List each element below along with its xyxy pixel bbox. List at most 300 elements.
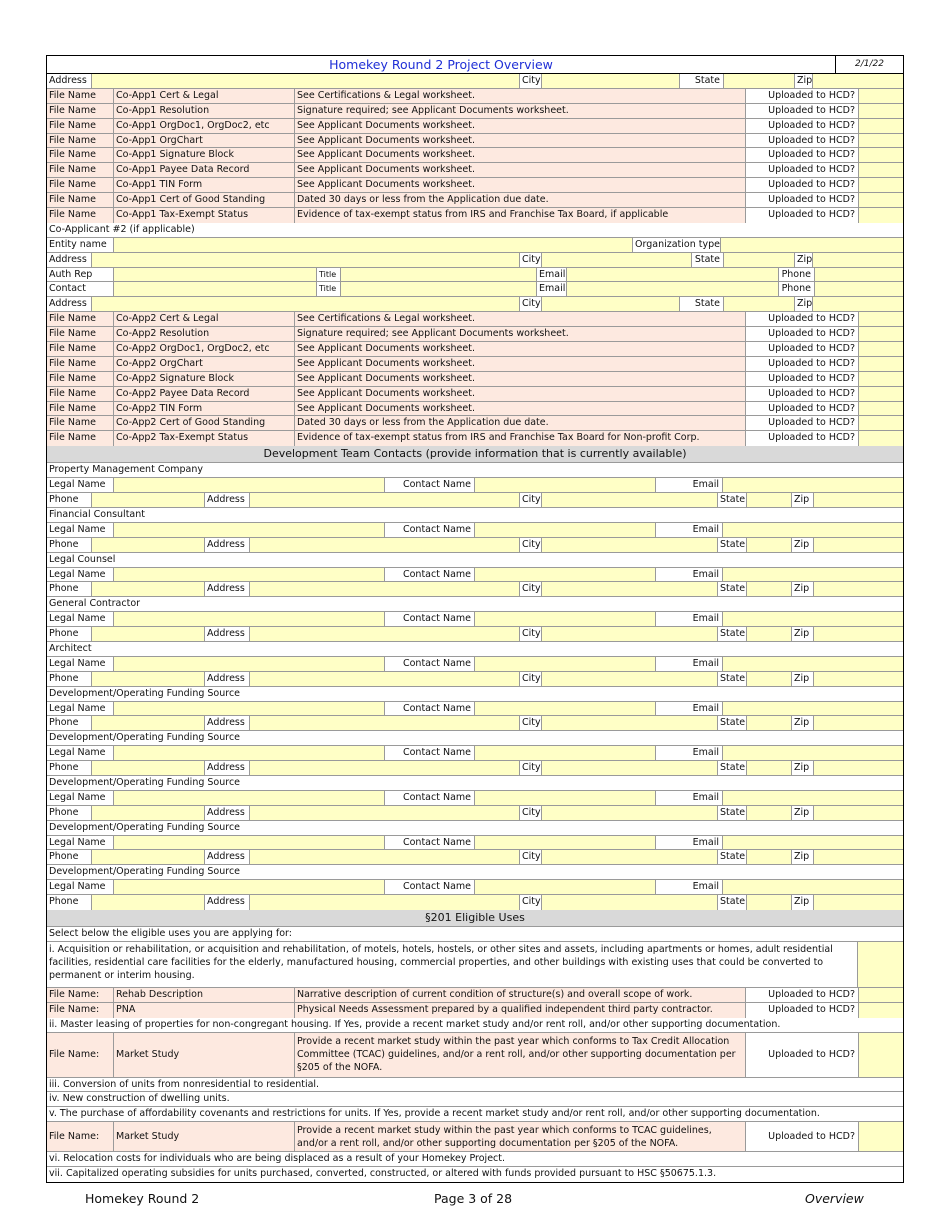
uploaded-checkbox[interactable] <box>859 148 903 162</box>
contact-name-label: Contact Name <box>385 791 475 805</box>
eligible-use-v-file-row <box>47 1122 903 1152</box>
zip-input[interactable] <box>814 716 903 730</box>
uploaded-checkbox[interactable] <box>859 104 903 118</box>
state-input[interactable] <box>747 850 792 864</box>
eligible-use-i-checkbox[interactable] <box>858 942 903 987</box>
uploaded-checkbox[interactable] <box>859 163 903 177</box>
zip-label: Zip <box>797 253 813 265</box>
legal-name-row <box>47 612 903 627</box>
address-input[interactable] <box>250 850 520 864</box>
phone-label: Phone <box>47 538 92 552</box>
state-input[interactable] <box>724 297 795 311</box>
file-description: See Certifications & Legal worksheet. <box>295 89 746 103</box>
uploaded-label: Uploaded to HCD? <box>746 431 859 446</box>
contact-name-input[interactable] <box>475 657 656 671</box>
phone-address-row <box>47 716 903 731</box>
footer-left: Homekey Round 2 <box>85 1191 200 1206</box>
address-input[interactable] <box>92 74 520 88</box>
legal-name-input[interactable] <box>114 568 385 582</box>
zip-input[interactable] <box>813 297 903 311</box>
uploaded-label: Uploaded to HCD? <box>746 104 859 118</box>
file-description: Dated 30 days or less from the Application due date. <box>295 416 746 430</box>
email-input[interactable] <box>567 282 779 296</box>
city-input[interactable] <box>542 582 718 596</box>
eligible-uses-heading: §201 Eligible Uses <box>47 910 903 927</box>
uploaded-label: Uploaded to HCD? <box>746 134 859 148</box>
file-description: See Applicant Documents worksheet. <box>295 134 746 148</box>
uploaded-label: Uploaded to HCD? <box>746 1003 859 1018</box>
address-label: Address <box>47 297 92 311</box>
email-label: Email <box>656 791 723 805</box>
phone-input[interactable] <box>92 895 205 910</box>
address-label: Address <box>205 850 250 864</box>
state-input[interactable] <box>724 74 795 88</box>
zip-input[interactable] <box>814 672 903 686</box>
auth-rep-input[interactable] <box>114 268 317 282</box>
auth-rep-label: Auth Rep <box>47 268 114 282</box>
email-input[interactable] <box>723 836 903 850</box>
file-name-label: File Name <box>47 104 114 118</box>
contact-name-label: Contact Name <box>385 746 475 760</box>
address-input[interactable] <box>92 297 520 311</box>
legal-name-row <box>47 746 903 761</box>
state-label: State <box>720 851 746 863</box>
uploaded-checkbox[interactable] <box>859 387 903 401</box>
zip-input[interactable] <box>814 850 903 864</box>
zip-label: Zip <box>792 895 814 910</box>
zip-label: Zip <box>797 298 813 310</box>
file-description: Narrative description of current condition of structure(s) and overall scope of work. <box>295 988 746 1002</box>
address-label: Address <box>205 806 250 820</box>
dev-team-role-heading: Development/Operating Funding Source <box>47 731 903 746</box>
zip-input[interactable] <box>814 627 903 641</box>
zip-input[interactable] <box>814 895 903 910</box>
file-name-label: File Name <box>47 372 114 386</box>
file-name-value: Co-App1 Signature Block <box>114 148 295 162</box>
address-label: Address <box>205 627 250 641</box>
legal-name-row <box>47 478 903 493</box>
uploaded-checkbox[interactable] <box>859 342 903 356</box>
eligible-uses-intro: Select below the eligible uses you are applying for: <box>47 927 903 942</box>
zip-label: Zip <box>792 582 814 596</box>
entity-name-row <box>47 238 903 253</box>
zip-label: Zip <box>792 493 814 507</box>
state-label: State <box>680 74 724 88</box>
contact-name-label: Contact Name <box>385 836 475 850</box>
file-row <box>47 163 903 178</box>
city-input[interactable] <box>542 761 718 775</box>
email-input[interactable] <box>723 791 903 805</box>
phone-label: Phone <box>47 716 92 730</box>
city-label: City <box>522 298 541 310</box>
file-name-label: File Name: <box>47 1003 114 1018</box>
phone-label: Phone <box>779 268 815 282</box>
uploaded-label: Uploaded to HCD? <box>746 119 859 133</box>
city-input[interactable] <box>542 538 718 552</box>
title-input[interactable] <box>341 282 537 296</box>
file-description: See Applicant Documents worksheet. <box>295 342 746 356</box>
zip-input[interactable] <box>813 253 903 267</box>
contact-name-label: Contact Name <box>385 612 475 626</box>
city-input[interactable] <box>542 716 718 730</box>
zip-input[interactable] <box>814 582 903 596</box>
eligible-use-ii: ii. Master leasing of properties for non-congregant housing. If Yes, provide a recent market study and/or rent roll, and/or other supporting documentation. <box>47 1018 903 1033</box>
uploaded-checkbox[interactable] <box>859 312 903 326</box>
phone-input[interactable] <box>92 672 205 686</box>
contact-name-input[interactable] <box>475 478 656 492</box>
address-label: Address <box>205 716 250 730</box>
contact-name-label: Contact Name <box>385 880 475 894</box>
contact-name-input[interactable] <box>475 702 656 716</box>
file-name-label: File Name <box>47 416 114 430</box>
org-type-input[interactable] <box>721 238 903 252</box>
city-input[interactable] <box>542 895 718 910</box>
legal-name-input[interactable] <box>114 746 385 760</box>
eligible-use-v: v. The purchase of affordability covenants and restrictions for units. If Yes, provide a recent market study and/or rent roll, and/or other supporting documentation. <box>47 1107 903 1122</box>
email-input[interactable] <box>723 478 903 492</box>
uploaded-checkbox[interactable] <box>859 372 903 386</box>
city-input[interactable] <box>542 493 718 507</box>
uploaded-label: Uploaded to HCD? <box>746 193 859 207</box>
uploaded-checkbox[interactable] <box>859 178 903 192</box>
city-label: City <box>522 75 541 86</box>
uploaded-checkbox[interactable] <box>859 119 903 133</box>
zip-label: Zip <box>792 806 814 820</box>
auth-rep-row <box>47 268 903 283</box>
file-name-value: Co-App2 Signature Block <box>114 372 295 386</box>
dev-team-role-heading: Development/Operating Funding Source <box>47 821 903 836</box>
phone-label: Phone <box>47 493 92 507</box>
legal-name-label: Legal Name <box>47 791 114 805</box>
state-input[interactable] <box>747 627 792 641</box>
file-name-label: File Name <box>47 431 114 446</box>
city-label: City <box>520 895 542 910</box>
file-name-label: File Name <box>47 357 114 371</box>
address-input[interactable] <box>250 716 520 730</box>
legal-name-input[interactable] <box>114 880 385 894</box>
file-name-value: Co-App1 Cert & Legal <box>114 89 295 103</box>
file-name-value: Co-App1 TIN Form <box>114 178 295 192</box>
eligible-use-iii: iii. Conversion of units from nonresidential to residential. <box>47 1078 903 1093</box>
state-input[interactable] <box>747 538 792 552</box>
revision-date: 2/1/22 <box>835 56 903 73</box>
file-name-label: File Name: <box>47 1122 114 1151</box>
uploaded-checkbox[interactable] <box>859 193 903 207</box>
city-label: City <box>522 806 541 818</box>
city-input[interactable] <box>542 806 718 820</box>
file-name-label: File Name <box>47 387 114 401</box>
city-label: City <box>522 717 541 729</box>
uploaded-label: Uploaded to HCD? <box>746 372 859 386</box>
phone-label: Phone <box>779 282 815 296</box>
uploaded-label: Uploaded to HCD? <box>746 402 859 416</box>
file-name-value: Co-App1 Tax-Exempt Status <box>114 208 295 223</box>
state-label: State <box>720 628 746 640</box>
legal-name-label: Legal Name <box>47 612 114 626</box>
email-input[interactable] <box>723 568 903 582</box>
address-input[interactable] <box>250 806 520 820</box>
city-input[interactable] <box>542 672 718 686</box>
title-input[interactable] <box>341 268 537 282</box>
state-input[interactable] <box>747 761 792 775</box>
address-input[interactable] <box>250 627 520 641</box>
contact-name-input[interactable] <box>475 612 656 626</box>
file-description: Evidence of tax-exempt status from IRS and Franchise Tax Board for Non-profit Corp. <box>295 431 746 446</box>
legal-name-row <box>47 836 903 851</box>
phone-address-row <box>47 761 903 776</box>
file-row <box>47 208 903 223</box>
email-input[interactable] <box>723 746 903 760</box>
org-type-label: Organization type <box>635 238 720 250</box>
city-input[interactable] <box>542 253 692 267</box>
legal-name-label: Legal Name <box>47 568 114 582</box>
phone-input[interactable] <box>92 850 205 864</box>
zip-label: Zip <box>792 672 814 686</box>
phone-address-row <box>47 806 903 821</box>
coapp2-address-row-2 <box>47 297 903 312</box>
address-label: Address <box>205 672 250 686</box>
contact-name-input[interactable] <box>475 568 656 582</box>
file-row <box>47 193 903 208</box>
zip-input[interactable] <box>814 761 903 775</box>
email-label: Email <box>656 880 723 894</box>
file-name-value: Co-App2 OrgDoc1, OrgDoc2, etc <box>114 342 295 356</box>
contact-name-label: Contact Name <box>385 568 475 582</box>
entity-name-input[interactable] <box>114 238 633 252</box>
state-input[interactable] <box>747 895 792 910</box>
contact-name-input[interactable] <box>475 746 656 760</box>
state-input[interactable] <box>747 672 792 686</box>
contact-name-input[interactable] <box>475 880 656 894</box>
dev-team-role-heading: Development/Operating Funding Source <box>47 687 903 702</box>
file-description: See Applicant Documents worksheet. <box>295 178 746 192</box>
dev-team-heading: Development Team Contacts (provide information that is currently available) <box>47 446 903 463</box>
sheet-header <box>47 56 903 74</box>
city-input[interactable] <box>542 627 718 641</box>
uploaded-label: Uploaded to HCD? <box>746 148 859 162</box>
zip-input[interactable] <box>814 493 903 507</box>
legal-name-label: Legal Name <box>47 702 114 716</box>
legal-name-row <box>47 568 903 583</box>
uploaded-label: Uploaded to HCD? <box>746 988 859 1002</box>
file-description: See Applicant Documents worksheet. <box>295 372 746 386</box>
address-label: Address <box>47 74 92 88</box>
email-input[interactable] <box>723 657 903 671</box>
file-name-label: File Name <box>47 342 114 356</box>
file-row <box>47 327 903 342</box>
phone-input[interactable] <box>92 493 205 507</box>
file-name-value: Co-App1 Resolution <box>114 104 295 118</box>
uploaded-label: Uploaded to HCD? <box>746 387 859 401</box>
file-row <box>47 1003 903 1018</box>
address-input[interactable] <box>250 672 520 686</box>
zip-input[interactable] <box>813 74 903 88</box>
legal-name-input[interactable] <box>114 612 385 626</box>
legal-name-row <box>47 791 903 806</box>
email-input[interactable] <box>567 268 779 282</box>
address-input[interactable] <box>92 253 520 267</box>
state-label: State <box>720 538 746 550</box>
coapp1-file-list <box>47 89 903 223</box>
state-input[interactable] <box>724 253 795 267</box>
phone-input[interactable] <box>815 268 903 282</box>
dev-team-role-heading: Legal Counsel <box>47 553 903 568</box>
address-label: Address <box>205 538 250 552</box>
uploaded-checkbox[interactable] <box>859 327 903 341</box>
uploaded-checkbox[interactable] <box>859 1003 903 1018</box>
state-label: State <box>720 494 746 506</box>
email-input[interactable] <box>723 702 903 716</box>
phone-address-row <box>47 850 903 865</box>
email-input[interactable] <box>723 612 903 626</box>
zip-label: Zip <box>792 538 814 552</box>
uploaded-label: Uploaded to HCD? <box>746 327 859 341</box>
file-description: Physical Needs Assessment prepared by a qualified independent third party contractor. <box>295 1003 746 1018</box>
file-row <box>47 416 903 431</box>
zip-label: Zip <box>792 627 814 641</box>
contact-input[interactable] <box>114 282 317 296</box>
uploaded-checkbox[interactable] <box>859 1122 903 1151</box>
legal-name-input[interactable] <box>114 791 385 805</box>
file-description: Provide a recent market study within the past year which conforms to Tax Credit Allocation Committee (TCAC) guidelines, and/or a rent roll, and/or other supporting documentation per §205 of the NOFA. <box>295 1033 746 1077</box>
email-input[interactable] <box>723 880 903 894</box>
uploaded-label: Uploaded to HCD? <box>746 416 859 430</box>
file-description: See Applicant Documents worksheet. <box>295 148 746 162</box>
file-description: See Applicant Documents worksheet. <box>295 163 746 177</box>
city-input[interactable] <box>542 74 680 88</box>
address-input[interactable] <box>250 761 520 775</box>
legal-name-input[interactable] <box>114 657 385 671</box>
coapp2-heading: Co-Applicant #2 (if applicable) <box>47 223 903 238</box>
file-name-label: File Name <box>47 208 114 223</box>
address-input[interactable] <box>250 538 520 552</box>
contact-name-label: Contact Name <box>385 523 475 537</box>
address-label: Address <box>205 582 250 596</box>
city-label: City <box>522 494 541 506</box>
zip-input[interactable] <box>814 806 903 820</box>
legal-name-label: Legal Name <box>47 880 114 894</box>
state-label: State <box>720 672 746 684</box>
contact-name-label: Contact Name <box>385 657 475 671</box>
phone-input[interactable] <box>92 806 205 820</box>
uploaded-checkbox[interactable] <box>859 89 903 103</box>
address-input[interactable] <box>250 493 520 507</box>
phone-label: Phone <box>47 582 92 596</box>
phone-input[interactable] <box>92 716 205 730</box>
file-name-label: File Name <box>47 89 114 103</box>
uploaded-checkbox[interactable] <box>859 402 903 416</box>
zip-label: Zip <box>792 850 814 864</box>
uploaded-checkbox[interactable] <box>859 988 903 1002</box>
legal-name-row <box>47 702 903 717</box>
uploaded-checkbox[interactable] <box>859 134 903 148</box>
file-name-label: File Name: <box>47 1033 114 1077</box>
contact-name-input[interactable] <box>475 523 656 537</box>
eligible-use-vi: vi. Relocation costs for individuals who are being displaced as a result of your Homekey Project. <box>47 1152 903 1167</box>
state-label: State <box>718 895 747 910</box>
address-input[interactable] <box>250 895 520 910</box>
file-name-label: File Name <box>47 163 114 177</box>
file-row <box>47 134 903 149</box>
legal-name-input[interactable] <box>114 523 385 537</box>
legal-name-input[interactable] <box>114 702 385 716</box>
file-description: Evidence of tax-exempt status from IRS and Franchise Tax Board, if applicable <box>295 208 746 223</box>
dev-team-role-heading: Property Management Company <box>47 463 903 478</box>
uploaded-label: Uploaded to HCD? <box>746 89 859 103</box>
email-label: Email <box>656 836 723 850</box>
uploaded-checkbox[interactable] <box>859 431 903 446</box>
phone-label: Phone <box>47 895 92 910</box>
contact-name-label: Contact Name <box>385 702 475 716</box>
city-input[interactable] <box>542 850 718 864</box>
legal-name-input[interactable] <box>114 836 385 850</box>
file-name-label: File Name <box>47 134 114 148</box>
legal-name-input[interactable] <box>114 478 385 492</box>
uploaded-checkbox[interactable] <box>859 208 903 223</box>
zip-label: Zip <box>792 716 814 730</box>
state-input[interactable] <box>747 716 792 730</box>
state-label: State <box>720 717 746 729</box>
legal-name-label: Legal Name <box>47 523 114 537</box>
email-input[interactable] <box>723 523 903 537</box>
phone-label: Phone <box>47 761 92 775</box>
contact-name-input[interactable] <box>475 791 656 805</box>
coapp2-file-list <box>47 312 903 446</box>
city-input[interactable] <box>542 297 680 311</box>
city-label: City <box>522 538 541 550</box>
entity-name-label: Entity name <box>47 238 114 252</box>
phone-label: Phone <box>47 627 92 641</box>
phone-input[interactable] <box>92 582 205 596</box>
file-name-value: Co-App1 Cert of Good Standing <box>114 193 295 207</box>
phone-input[interactable] <box>815 282 903 296</box>
phone-input[interactable] <box>92 627 205 641</box>
file-description: Signature required; see Applicant Documents worksheet. <box>295 104 746 118</box>
file-description: See Applicant Documents worksheet. <box>295 357 746 371</box>
zip-label: Zip <box>797 75 813 86</box>
file-name-label: File Name <box>47 119 114 133</box>
city-label: City <box>522 628 541 640</box>
project-overview-sheet <box>46 55 904 1183</box>
state-input[interactable] <box>747 806 792 820</box>
uploaded-label: Uploaded to HCD? <box>746 163 859 177</box>
phone-input[interactable] <box>92 761 205 775</box>
footer-page-number: Page 3 of 28 <box>434 1191 513 1206</box>
uploaded-checkbox[interactable] <box>859 1033 903 1077</box>
phone-address-row <box>47 895 903 910</box>
dev-team-role-heading: Development/Operating Funding Source <box>47 865 903 880</box>
file-description: See Certifications & Legal worksheet. <box>295 312 746 326</box>
zip-input[interactable] <box>814 538 903 552</box>
state-input[interactable] <box>747 582 792 596</box>
phone-input[interactable] <box>92 538 205 552</box>
uploaded-checkbox[interactable] <box>859 357 903 371</box>
address-label: Address <box>205 493 250 507</box>
uploaded-label: Uploaded to HCD? <box>746 1033 859 1077</box>
state-input[interactable] <box>747 493 792 507</box>
email-label: Email <box>656 523 723 537</box>
file-row <box>47 357 903 372</box>
file-name-value: Co-App2 Cert of Good Standing <box>114 416 295 430</box>
state-label: State <box>680 297 724 311</box>
file-row <box>47 178 903 193</box>
contact-name-input[interactable] <box>475 836 656 850</box>
address-input[interactable] <box>250 582 520 596</box>
city-label: City <box>522 253 541 265</box>
uploaded-checkbox[interactable] <box>859 416 903 430</box>
file-description: See Applicant Documents worksheet. <box>295 119 746 133</box>
state-label: State <box>692 253 724 267</box>
